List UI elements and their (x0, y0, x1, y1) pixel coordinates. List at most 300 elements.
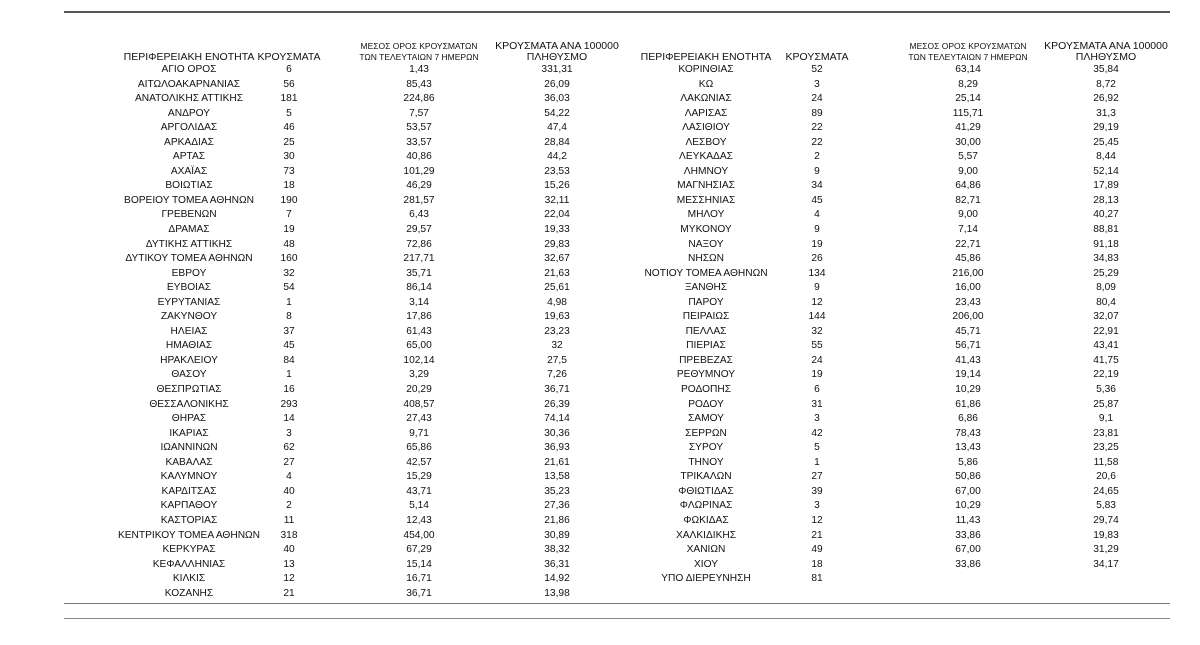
header-region: ΠΕΡΙΦΕΡΕΙΑΚΗ ΕΝΟΤΗΤΑ (640, 51, 772, 63)
header-avg-line2: ΤΩΝ ΤΕΛΕΥΤΑΙΩΝ 7 ΗΜΕΡΩΝ (359, 52, 479, 62)
cell-region: ΑΝΔΡΟΥ (167, 107, 211, 119)
cell-cases: 9 (814, 224, 820, 236)
cell-avg-7-days: 5,14 (409, 500, 429, 512)
cell-region: ΑΓΙΟ ΟΡΟΣ (161, 64, 217, 75)
cell-avg-7-days: 56,71 (955, 340, 981, 352)
cell-avg-7-days: 45,71 (955, 325, 981, 337)
cell-avg-7-days: 82,71 (955, 194, 981, 206)
cell-cases: 22 (811, 136, 823, 148)
cell-per-100k: 41,75 (1093, 354, 1119, 366)
cell-per-100k: 28,84 (544, 136, 570, 148)
cell-region: ΠΕΛΛΑΣ (685, 325, 727, 337)
cell-avg-7-days: 46,29 (406, 180, 432, 192)
cell-avg-7-days: 64,86 (955, 180, 981, 192)
cell-cases: 6 (814, 384, 820, 396)
cell-avg-7-days: 281,57 (403, 194, 435, 206)
cell-avg-7-days: 65,86 (406, 442, 432, 454)
cell-avg-7-days: 41,43 (955, 354, 981, 366)
cell-cases: 45 (283, 340, 295, 352)
cell-per-100k: 32 (551, 340, 563, 352)
cell-per-100k: 88,81 (1093, 224, 1119, 236)
cell-cases: 181 (280, 93, 298, 105)
cell-region: ΡΟΔΟΠΗΣ (680, 384, 732, 396)
cell-avg-7-days: 19,14 (955, 369, 981, 381)
cell-cases: 8 (286, 311, 292, 323)
cell-per-100k: 23,81 (1093, 427, 1119, 439)
cell-cases: 18 (283, 180, 295, 192)
cell-region: ΜΑΓΝΗΣΙΑΣ (677, 180, 735, 192)
cell-per-100k: 34,83 (1093, 253, 1119, 265)
cell-cases: 3 (814, 413, 820, 425)
cell-avg-7-days: 67,00 (955, 544, 981, 556)
cell-cases: 27 (811, 471, 823, 483)
cell-region: ΘΑΣΟΥ (171, 369, 207, 381)
cell-avg-7-days: 206,00 (952, 311, 984, 323)
cell-per-100k: 21,63 (544, 267, 570, 279)
cell-region: ΛΑΣΙΘΙΟΥ (682, 122, 730, 134)
cell-per-100k: 24,65 (1093, 485, 1119, 497)
cell-region: ΧΑΛΚΙΔΙΚΗΣ (675, 529, 737, 541)
cell-region: ΞΑΝΘΗΣ (684, 282, 728, 294)
cell-avg-7-days: 17,86 (406, 311, 432, 323)
cell-region: ΦΩΚΙΔΑΣ (683, 514, 729, 526)
cell-region: ΚΙΛΚΙΣ (172, 573, 206, 585)
cell-region: ΔΥΤΙΚΟΥ ΤΟΜΕΑ ΑΘΗΝΩΝ (125, 253, 253, 265)
cell-cases: 89 (811, 107, 823, 119)
cell-per-100k: 52,14 (1093, 165, 1119, 177)
cell-cases: 46 (283, 122, 295, 134)
cell-region: ΚΑΡΔΙΤΣΑΣ (161, 485, 217, 497)
cell-region: ΓΡΕΒΕΝΩΝ (161, 209, 217, 221)
cell-avg-7-days: 33,86 (955, 529, 981, 541)
header-cases: ΚΡΟΥΣΜΑΤΑ (785, 51, 849, 63)
cell-region: ΚΑΛΥΜΝΟΥ (160, 471, 218, 483)
cell-cases: 48 (283, 238, 295, 250)
cell-per-100k: 32,67 (544, 253, 570, 265)
cell-per-100k: 25,87 (1093, 398, 1119, 410)
cell-cases: 3 (286, 427, 292, 439)
cell-avg-7-days: 1,43 (409, 64, 429, 75)
cell-per-100k: 38,32 (544, 544, 570, 556)
cell-per-100k: 36,03 (544, 93, 570, 105)
cell-avg-7-days: 23,43 (955, 296, 981, 308)
cell-cases: 34 (811, 180, 823, 192)
cell-cases: 9 (814, 282, 820, 294)
cell-avg-7-days: 12,43 (406, 514, 432, 526)
cell-avg-7-days: 6,86 (958, 413, 978, 425)
cell-per-100k: 40,27 (1093, 209, 1119, 221)
cell-per-100k: 26,92 (1093, 93, 1119, 105)
cell-region: ΦΘΙΩΤΙΔΑΣ (678, 485, 734, 497)
cell-avg-7-days: 217,71 (403, 253, 435, 265)
header-avg-line1: ΜΕΣΟΣ ΟΡΟΣ ΚΡΟΥΣΜΑΤΩΝ (909, 41, 1027, 51)
cell-per-100k: 11,58 (1093, 456, 1119, 468)
header-cases: ΚΡΟΥΣΜΑΤΑ (257, 51, 321, 63)
cell-avg-7-days: 27,43 (406, 413, 432, 425)
cell-cases: 5 (814, 442, 820, 454)
cell-per-100k: 27,5 (547, 354, 567, 366)
cell-region: ΒΟΡΕΙΟΥ ΤΟΜΕΑ ΑΘΗΝΩΝ (124, 194, 254, 206)
cell-cases: 26 (811, 253, 823, 265)
cell-cases: 2 (814, 151, 820, 163)
cell-region: ΚΕΝΤΡΙΚΟΥ ΤΟΜΕΑ ΑΘΗΝΩΝ (117, 529, 261, 541)
cell-avg-7-days: 5,57 (958, 151, 978, 163)
cell-avg-7-days: 15,29 (406, 471, 432, 483)
cell-per-100k: 9,1 (1098, 413, 1114, 425)
cell-cases: 56 (283, 78, 295, 90)
cell-region: ΧΙΟΥ (693, 558, 719, 570)
cell-region: ΗΡΑΚΛΕΙΟΥ (160, 354, 218, 366)
cell-per-100k: 35,84 (1093, 64, 1119, 75)
cell-cases: 11 (283, 514, 295, 526)
cell-per-100k: 29,74 (1093, 514, 1119, 526)
cell-region: ΙΩΑΝΝΙΝΩΝ (160, 442, 218, 454)
cell-cases: 45 (811, 194, 823, 206)
cell-avg-7-days: 25,14 (955, 93, 981, 105)
cell-avg-7-days: 36,71 (406, 587, 432, 599)
cell-per-100k: 21,61 (544, 456, 570, 468)
cell-avg-7-days: 15,14 (406, 558, 432, 570)
cell-avg-7-days: 43,71 (406, 485, 432, 497)
cell-region: ΛΑΚΩΝΙΑΣ (680, 93, 732, 105)
cell-per-100k: 29,19 (1093, 122, 1119, 134)
cell-per-100k: 35,23 (544, 485, 570, 497)
cell-per-100k: 5,36 (1096, 384, 1116, 396)
cell-per-100k: 7,26 (547, 369, 567, 381)
cell-per-100k: 8,72 (1096, 78, 1116, 90)
cell-region: ΕΥΡΥΤΑΝΙΑΣ (157, 296, 221, 308)
cell-cases: 1 (814, 456, 820, 468)
cell-per-100k: 19,63 (544, 311, 570, 323)
cell-cases: 160 (280, 253, 298, 265)
cell-region: ΚΑΣΤΟΡΙΑΣ (160, 514, 218, 526)
cell-cases: 9 (814, 165, 820, 177)
cell-cases: 4 (814, 209, 820, 221)
cell-avg-7-days: 102,14 (403, 354, 435, 366)
cell-avg-7-days: 9,00 (958, 209, 978, 221)
cell-avg-7-days: 22,71 (955, 238, 981, 250)
cell-cases: 32 (283, 267, 295, 279)
cell-per-100k: 44,2 (547, 151, 567, 163)
cell-per-100k: 74,14 (544, 413, 570, 425)
cell-cases: 293 (280, 398, 298, 410)
cell-per-100k: 30,36 (544, 427, 570, 439)
cell-cases: 31 (811, 398, 823, 410)
cell-per-100k: 21,86 (544, 514, 570, 526)
cell-region: ΔΡΑΜΑΣ (168, 224, 210, 236)
cell-per-100k: 30,89 (544, 529, 570, 541)
cell-avg-7-days: 45,86 (955, 253, 981, 265)
cell-avg-7-days: 7,14 (958, 224, 978, 236)
cell-region: ΚΕΡΚΥΡΑΣ (162, 544, 216, 556)
cell-per-100k: 43,41 (1093, 340, 1119, 352)
cell-cases: 81 (811, 573, 823, 585)
bottom-rule-secondary (64, 618, 1170, 619)
cell-per-100k: 28,13 (1093, 194, 1119, 206)
cell-avg-7-days: 72,86 (406, 238, 432, 250)
cell-cases: 25 (283, 136, 295, 148)
top-rule (64, 11, 1170, 13)
cell-region: ΑΡΤΑΣ (172, 151, 206, 163)
cell-avg-7-days: 454,00 (403, 529, 435, 541)
cell-per-100k: 47,4 (547, 122, 567, 134)
cell-per-100k: 14,92 (544, 573, 570, 585)
cell-avg-7-days: 33,86 (955, 558, 981, 570)
cell-avg-7-days: 9,71 (409, 427, 429, 439)
cell-cases: 84 (283, 354, 295, 366)
cell-cases: 12 (811, 296, 823, 308)
header-avg-7-days (902, 41, 1034, 63)
cell-region: ΣΑΜΟΥ (688, 413, 724, 425)
cell-cases: 7 (286, 209, 292, 221)
cell-region: ΣΕΡΡΩΝ (685, 427, 727, 439)
header-per-line1: ΚΡΟΥΣΜΑΤΑ ΑΝΑ 100000 (495, 40, 619, 52)
cell-cases: 21 (811, 529, 823, 541)
cell-region: ΚΑΡΠΑΘΟΥ (160, 500, 218, 512)
cell-cases: 52 (811, 64, 823, 75)
cell-cases: 1 (286, 369, 292, 381)
cell-avg-7-days: 67,00 (955, 485, 981, 497)
cell-cases: 40 (283, 544, 295, 556)
cell-region: ΡΕΘΥΜΝΟΥ (676, 369, 736, 381)
cell-cases: 134 (808, 267, 826, 279)
cell-per-100k: 20,6 (1096, 471, 1116, 483)
header-region: ΠΕΡΙΦΕΡΕΙΑΚΗ ΕΝΟΤΗΤΑ (123, 51, 255, 63)
cell-per-100k: 23,53 (544, 165, 570, 177)
cell-avg-7-days: 65,00 (406, 340, 432, 352)
cell-per-100k: 13,98 (544, 587, 570, 599)
cell-avg-7-days: 53,57 (406, 122, 432, 134)
cell-region: ΗΛΕΙΑΣ (170, 325, 208, 337)
header-per-line1: ΚΡΟΥΣΜΑΤΑ ΑΝΑ 100000 (1044, 40, 1168, 52)
cell-avg-7-days: 30,00 (955, 136, 981, 148)
cell-avg-7-days: 11,43 (955, 514, 981, 526)
cell-cases: 5 (286, 107, 292, 119)
cell-per-100k: 5,83 (1096, 500, 1116, 512)
cell-per-100k: 36,93 (544, 442, 570, 454)
cell-per-100k: 22,04 (544, 209, 570, 221)
cell-region: ΚΑΒΑΛΑΣ (165, 456, 213, 468)
cell-region: ΛΗΜΝΟΥ (683, 165, 729, 177)
cell-cases: 55 (811, 340, 823, 352)
cell-cases: 16 (283, 384, 295, 396)
cell-cases: 190 (280, 194, 298, 206)
cell-cases: 27 (283, 456, 295, 468)
cell-cases: 18 (811, 558, 823, 570)
cell-region: ΛΕΣΒΟΥ (685, 136, 727, 148)
cell-region: ΒΟΙΩΤΙΑΣ (165, 180, 213, 192)
cell-avg-7-days: 7,57 (409, 107, 429, 119)
cell-cases: 19 (811, 369, 823, 381)
cell-region: ΚΩ (698, 78, 714, 90)
cell-per-100k: 31,29 (1093, 544, 1119, 556)
cell-avg-7-days: 5,86 (958, 456, 978, 468)
header-per-100k (1040, 41, 1172, 63)
cell-avg-7-days: 63,14 (955, 64, 981, 75)
header-per-line2: ΠΛΗΘΥΣΜΟ (1075, 51, 1137, 63)
cell-region: ΘΗΡΑΣ (171, 413, 207, 425)
cell-avg-7-days: 408,57 (403, 398, 435, 410)
cell-region: ΚΕΦΑΛΛΗΝΙΑΣ (152, 558, 226, 570)
cell-region: ΡΟΔΟΥ (688, 398, 724, 410)
cell-cases: 40 (283, 485, 295, 497)
cell-region: ΑΙΤΩΛΟΑΚΑΡΝΑΝΙΑΣ (137, 78, 241, 90)
cell-avg-7-days: 20,29 (406, 384, 432, 396)
cell-per-100k: 25,45 (1093, 136, 1119, 148)
cell-per-100k: 331,31 (541, 64, 573, 75)
cell-per-100k: 17,89 (1093, 180, 1119, 192)
cell-cases: 2 (286, 500, 292, 512)
cell-region: ΤΗΝΟΥ (688, 456, 724, 468)
cell-avg-7-days: 3,29 (409, 369, 429, 381)
cell-per-100k: 91,18 (1093, 238, 1119, 250)
header-avg-7-days (355, 41, 483, 63)
cell-region: ΜΕΣΣΗΝΙΑΣ (676, 194, 736, 206)
cell-avg-7-days: 33,57 (406, 136, 432, 148)
cell-cases: 12 (811, 514, 823, 526)
cell-region: ΑΡΓΟΛΙΔΑΣ (160, 122, 218, 134)
cell-region: ΛΑΡΙΣΑΣ (684, 107, 728, 119)
cell-per-100k: 19,83 (1093, 529, 1119, 541)
cell-region: ΝΗΣΩΝ (688, 253, 724, 265)
cell-avg-7-days: 29,57 (406, 224, 432, 236)
cell-region: ΚΟΡΙΝΘΙΑΣ (678, 64, 734, 75)
cell-region: ΜΗΛΟΥ (687, 209, 725, 221)
cell-cases: 39 (811, 485, 823, 497)
cell-per-100k: 29,83 (544, 238, 570, 250)
cell-region: ΚΟΖΑΝΗΣ (164, 587, 214, 599)
cell-cases: 30 (283, 151, 295, 163)
cell-per-100k: 19,33 (544, 224, 570, 236)
cell-avg-7-days: 86,14 (406, 282, 432, 294)
cell-per-100k: 54,22 (544, 107, 570, 119)
cell-per-100k: 32,07 (1093, 311, 1119, 323)
cell-avg-7-days: 40,86 (406, 151, 432, 163)
cell-avg-7-days: 61,86 (955, 398, 981, 410)
cell-per-100k: 36,31 (544, 558, 570, 570)
cell-avg-7-days: 10,29 (955, 500, 981, 512)
cell-per-100k: 15,26 (544, 180, 570, 192)
cell-per-100k: 25,61 (544, 282, 570, 294)
cell-cases: 32 (811, 325, 823, 337)
cell-avg-7-days: 101,29 (403, 165, 435, 177)
cell-region: ΣΥΡΟΥ (688, 442, 724, 454)
cell-cases: 3 (814, 500, 820, 512)
cell-cases: 24 (811, 93, 823, 105)
cell-avg-7-days: 42,57 (406, 456, 432, 468)
cell-avg-7-days: 16,71 (406, 573, 432, 585)
cell-cases: 42 (811, 427, 823, 439)
cell-cases: 73 (283, 165, 295, 177)
cell-region: ΑΡΚΑΔΙΑΣ (164, 136, 214, 148)
cell-avg-7-days: 216,00 (952, 267, 984, 279)
cell-region: ΕΒΡΟΥ (171, 267, 207, 279)
cell-cases: 1 (286, 296, 292, 308)
cell-region: ΑΧΑΪΑΣ (170, 165, 208, 177)
cell-per-100k: 80,4 (1096, 296, 1116, 308)
cell-cases: 144 (808, 311, 826, 323)
cell-avg-7-days: 41,29 (955, 122, 981, 134)
cell-per-100k: 23,23 (544, 325, 570, 337)
cell-per-100k: 32,11 (544, 194, 570, 206)
cell-region: ΔΥΤΙΚΗΣ ΑΤΤΙΚΗΣ (145, 238, 233, 250)
cell-cases: 4 (286, 471, 292, 483)
cell-region: ΜΥΚΟΝΟΥ (680, 224, 732, 236)
cell-per-100k: 26,39 (544, 398, 570, 410)
cell-cases: 19 (811, 238, 823, 250)
cell-region: ΠΡΕΒΕΖΑΣ (679, 354, 733, 366)
cell-cases: 13 (283, 558, 295, 570)
cell-avg-7-days: 16,00 (955, 282, 981, 294)
cell-per-100k: 4,98 (547, 296, 567, 308)
cell-cases: 14 (283, 413, 295, 425)
cell-avg-7-days: 13,43 (955, 442, 981, 454)
cell-cases: 6 (286, 64, 292, 75)
cell-cases: 21 (283, 587, 295, 599)
cell-cases: 318 (280, 529, 298, 541)
cell-avg-7-days: 61,43 (406, 325, 432, 337)
cell-avg-7-days: 85,43 (406, 78, 432, 90)
cell-avg-7-days: 8,29 (958, 78, 978, 90)
cell-region: ΤΡΙΚΑΛΩΝ (680, 471, 732, 483)
cell-region: ΛΕΥΚΑΔΑΣ (679, 151, 733, 163)
cell-per-100k: 22,19 (1093, 369, 1119, 381)
cell-avg-7-days: 6,43 (409, 209, 429, 221)
cell-avg-7-days: 224,86 (403, 93, 435, 105)
cell-per-100k: 26,09 (544, 78, 570, 90)
cell-avg-7-days: 35,71 (406, 267, 432, 279)
cell-cases: 24 (811, 354, 823, 366)
cell-region: ΠΙΕΡΙΑΣ (686, 340, 726, 352)
header-avg-line1: ΜΕΣΟΣ ΟΡΟΣ ΚΡΟΥΣΜΑΤΩΝ (360, 41, 478, 51)
cell-region: ΑΝΑΤΟΛΙΚΗΣ ΑΤΤΙΚΗΣ (134, 93, 244, 105)
header-per-100k (493, 41, 621, 63)
cell-region: ΠΑΡΟΥ (688, 296, 724, 308)
cell-avg-7-days: 50,86 (955, 471, 981, 483)
bottom-rule (64, 603, 1170, 604)
cell-region: ΦΛΩΡΙΝΑΣ (679, 500, 733, 512)
cell-per-100k: 8,44 (1096, 151, 1116, 163)
cell-cases: 22 (811, 122, 823, 134)
cell-avg-7-days: 67,29 (406, 544, 432, 556)
cell-region: ΘΕΣΣΑΛΟΝΙΚΗΣ (149, 398, 229, 410)
cell-region: ΥΠΟ ΔΙΕΡΕΥΝΗΣΗ (661, 573, 751, 585)
cell-region: ΙΚΑΡΙΑΣ (169, 427, 209, 439)
cell-per-100k: 8,09 (1096, 282, 1116, 294)
cell-region: ΘΕΣΠΡΩΤΙΑΣ (156, 384, 222, 396)
cell-cases: 19 (283, 224, 295, 236)
cell-cases: 3 (814, 78, 820, 90)
cell-region: ΗΜΑΘΙΑΣ (165, 340, 213, 352)
cell-region: ΧΑΝΙΩΝ (686, 544, 726, 556)
cell-per-100k: 13,58 (544, 471, 570, 483)
cell-avg-7-days: 3,14 (409, 296, 429, 308)
cell-cases: 49 (811, 544, 823, 556)
cell-per-100k: 36,71 (544, 384, 570, 396)
cell-per-100k: 31,3 (1096, 107, 1116, 119)
cell-per-100k: 25,29 (1093, 267, 1119, 279)
cell-per-100k: 27,36 (544, 500, 570, 512)
cell-avg-7-days: 9,00 (958, 165, 978, 177)
cell-per-100k: 23,25 (1093, 442, 1119, 454)
cell-region: ΝΟΤΙΟΥ ΤΟΜΕΑ ΑΘΗΝΩΝ (644, 267, 768, 279)
cell-per-100k: 34,17 (1093, 558, 1119, 570)
cell-avg-7-days: 115,71 (952, 107, 984, 119)
cell-region: ΖΑΚΥΝΘΟΥ (160, 311, 218, 323)
cell-avg-7-days: 10,29 (955, 384, 981, 396)
cell-avg-7-days: 78,43 (955, 427, 981, 439)
cell-region: ΝΑΞΟΥ (688, 238, 724, 250)
